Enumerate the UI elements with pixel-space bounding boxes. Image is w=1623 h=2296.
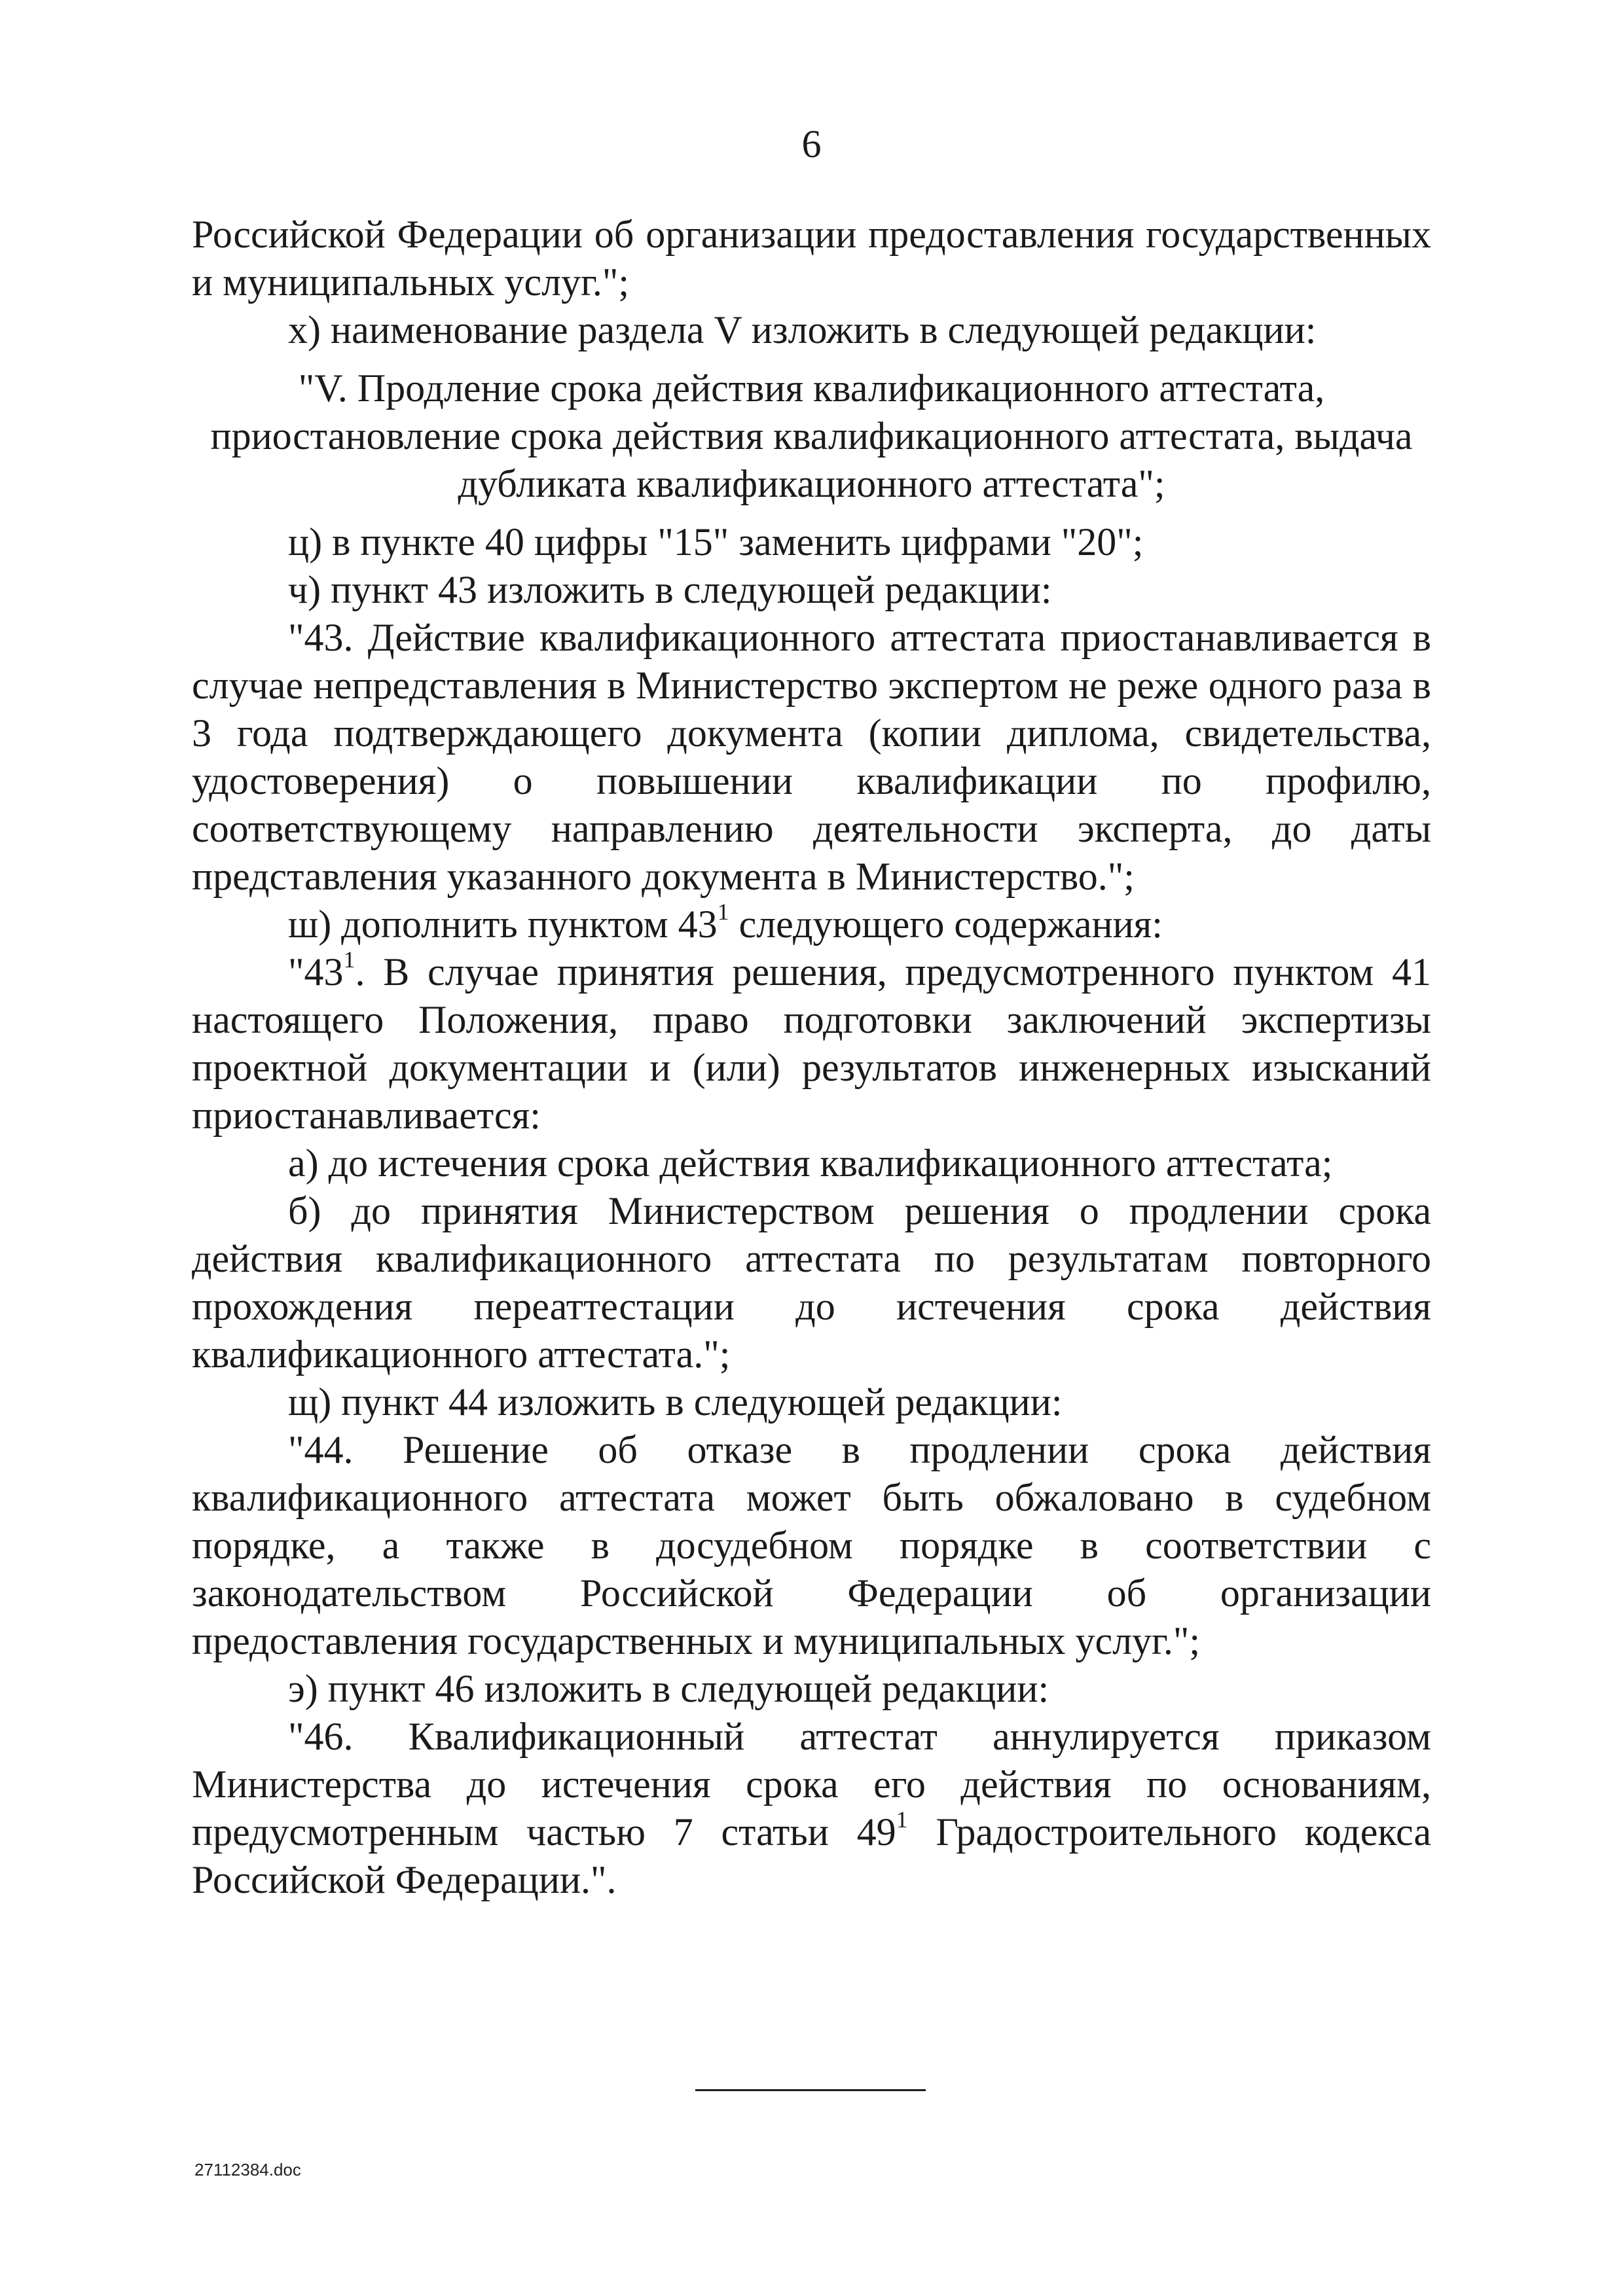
paragraph-clause-46: [192, 1713, 1431, 1904]
paragraph-subitem-a: а) до истечения срока действия квалификационного аттестата;: [288, 1141, 1333, 1185]
page-number: 6: [801, 122, 822, 166]
text-run: "43: [288, 950, 344, 994]
end-divider: [695, 2089, 926, 2091]
text-run: "46. Квалификационный аттестат аннулируется приказом Министерства до истечения срока его действия по основаниям, предусмотренным частью 7 статьи 49: [192, 1715, 1431, 1854]
section-heading: "V. Продление срока действия квалификационного аттестата, приостановление срока действия квалификационного аттестата, выдача дубликата квалификационного аттестата";: [210, 367, 1413, 505]
paragraph-clause-43-1: [192, 948, 1431, 1139]
paragraph-clause-43: "43. Действие квалификационного аттестата приостанавливается в случае непредставления в Министерство экспертом не реже одного раза в 3 года подтверждающего документа (копии диплома, свидетельства, удостоверения) о повышении квалификации по профилю, соответствующему направлению деятельности эксперта, до даты представления указанного документа в Министерство.";: [192, 616, 1431, 898]
paragraph-clause-44: "44. Решение об отказе в продлении срока действия квалификационного аттестата может быть обжаловано в судебном порядке, а также в досудебном порядке в соответствии с законодательством Российской Федерации об организации предоставления государственных и муниципальных услуг.";: [192, 1428, 1431, 1662]
superscript: 1: [717, 899, 729, 925]
superscript: 1: [896, 1806, 908, 1833]
paragraph-item-e: э) пункт 46 изложить в следующей редакции:: [288, 1667, 1049, 1710]
paragraph-item-kh: х) наименование раздела V изложить в следующей редакции:: [288, 308, 1317, 351]
paragraph-item-sh: [192, 901, 1431, 948]
text-run: . В случае принятия решения, предусмотренного пунктом 41 настоящего Положения, право подготовки заключений экспертизы проектной документации и (или) результатов инженерных изысканий приостанавливается:: [192, 950, 1431, 1137]
paragraph-item-ch: ч) пункт 43 изложить в следующей редакции:: [288, 568, 1052, 611]
file-reference: 27112384.doc: [194, 2160, 301, 2179]
paragraph-continuation: Российской Федерации об организации предоставления государственных и муниципальных услуг.";: [192, 213, 1431, 304]
superscript: 1: [343, 946, 356, 973]
paragraph-item-ts: ц) в пункте 40 цифры "15" заменить цифрами "20";: [288, 520, 1144, 564]
text-run: следующего содержания:: [729, 903, 1163, 946]
paragraph-item-shch: щ) пункт 44 изложить в следующей редакции:: [288, 1380, 1063, 1424]
document-body: [192, 211, 1431, 1904]
paragraph-subitem-b: б) до принятия Министерством решения о продлении срока действия квалификационного аттестата по результатам повторного прохождения переаттестации до истечения срока действия квалификационного аттестата.";: [192, 1189, 1431, 1376]
text-run: ш) дополнить пунктом 43: [288, 903, 718, 946]
text-run: Градостроительного кодекса Российской Федерации.".: [192, 1810, 1431, 1901]
